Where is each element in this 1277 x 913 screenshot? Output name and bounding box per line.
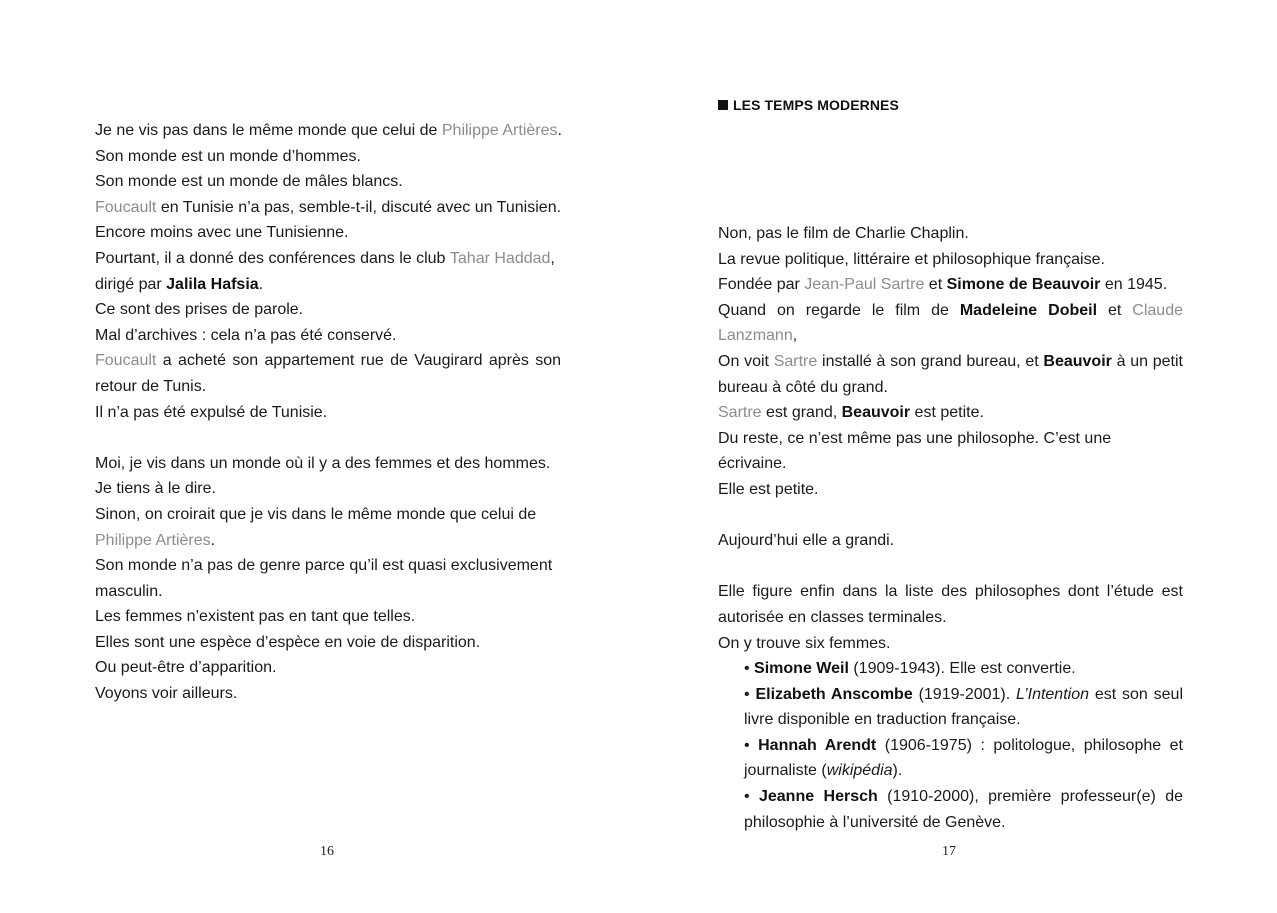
text-span: , [550,249,555,267]
page-number: 16 [320,844,334,859]
text-span: Quand on regarde le film de [718,301,960,319]
text-line: Moi, je vis dans un monde où il y a des femmes et des hommes. [95,454,551,472]
page-number: 17 [942,844,956,859]
text-line: Je tiens à le dire. [95,480,216,498]
text-line [95,348,561,399]
text-span: a acheté son appartement rue de Vaugirard après son retour de Tunis. [95,352,561,395]
text-line [95,246,561,272]
person-name: Philippe Artières [441,122,558,139]
text-line: Encore moins avec une Tunisienne. [95,224,349,242]
paragraph-gap [718,554,1183,580]
section-heading-text: LES TEMPS MODERNES [733,97,899,113]
text-span: est petite. [910,404,984,422]
text-span: Fondée par [718,276,805,294]
bullet-icon: • [744,660,755,678]
text-span: . [258,275,264,293]
right-page [638,0,1277,913]
text-span: . [210,531,216,549]
person-name: Sartre [773,352,818,370]
text-line: Son monde est un monde de mâles blancs. [95,173,403,191]
person-name: Philippe Artières [95,531,211,549]
text-line: Son monde est un monde d’hommes. [95,147,361,165]
text-line [95,195,561,221]
person-name-bold: Simone Weil [754,660,849,678]
person-name: Tahar Haddad [449,249,551,267]
text-line: Aujourd’hui elle a grandi. [718,532,895,550]
list-item [744,784,1183,835]
list-item [744,682,1183,733]
person-name-bold: Jeanne Hersch [758,788,878,806]
person-name-bold: Jalila Hafsia [166,275,259,293]
text-span: . [557,122,562,139]
text-span: , [792,327,798,345]
square-bullet-icon [718,100,728,110]
bullet-icon: • [744,736,759,754]
book-title: L’Intention [1016,685,1089,703]
source-reference: wikipédia [826,762,893,780]
text-line: Ce sont des prises de parole. [95,301,304,319]
text-line: Voyons voir ailleurs. [95,685,238,703]
person-name: Claude Lanzmann [718,301,1183,345]
person-name: Foucault [95,198,157,216]
text-line [718,298,1183,349]
text-span: en Tunisie n’a pas, semble-t-il, discuté avec un Tunisien. [156,198,562,216]
text-line [95,272,561,298]
bullet-icon: • [744,788,759,806]
text-line: Elle est petite. [718,480,819,498]
text-span: Sinon, on croirait que je vis dans le même monde que celui de [95,505,537,523]
text-line [718,272,1183,298]
text-line [718,349,1183,400]
text-span: et [1097,301,1133,319]
person-name-bold: Elizabeth Anscombe [755,685,913,703]
person-name-bold: Hannah Arendt [758,736,877,754]
paragraph-gap [718,503,1183,529]
list-item [744,656,1183,682]
text-line: Elle figure enfin dans la liste des philosophes dont l’étude est autorisée en classes terminales. [718,583,1183,626]
person-name: Foucault [95,352,157,370]
text-span: (1910-2000), première professeur(e) de philosophie à l’université de Genève. [744,788,1183,831]
person-name-bold: Beauvoir [841,404,911,422]
text-span: (1906-1975) : politologue, philosophe et journaliste ( [744,736,1183,780]
text-span: est grand, [761,404,842,422]
text-line [95,118,561,144]
person-name-bold: Madeleine Dobeil [959,301,1098,319]
section-heading [718,97,899,113]
text-line [718,400,1183,426]
text-span: en 1945. [1100,276,1168,294]
text-line: Mal d’archives : cela n’a pas été conservé. [95,326,397,344]
person-name: Sartre [718,404,762,422]
person-name: Jean-Paul Sartre [804,276,925,294]
text-line: On y trouve six femmes. [718,634,891,652]
text-span: ). [892,762,903,780]
person-name-bold: Beauvoir [1043,352,1112,370]
text-line: Elles sont une espèce d’espèce en voie de disparition. [95,633,481,651]
text-span: Je ne vis pas dans le même monde que celui de [95,122,442,139]
text-span: Pourtant, il a donné des conférences dans le club [95,249,450,267]
left-page-text [95,118,561,707]
text-line: La revue politique, littéraire et philosophique française. [718,250,1105,268]
right-page-text [718,221,1183,835]
philosopher-list [718,656,1183,835]
text-line: Son monde n’a pas de genre parce qu’il est quasi exclusivement masculin. [95,557,553,600]
text-span: installé à son grand bureau, et [817,352,1044,370]
text-line [95,502,561,553]
person-name-bold: Simone de Beauvoir [946,276,1101,294]
text-span: On voit [718,352,774,370]
text-span: (1919-2001). [912,685,1017,703]
list-item [744,733,1183,784]
text-line: Non, pas le film de Charlie Chaplin. [718,225,969,242]
text-line: Il n’a pas été expulsé de Tunisie. [95,403,328,421]
paragraph-gap [95,425,561,451]
left-page [0,0,638,913]
text-span: est son seul livre disponible en traduction française. [744,685,1184,729]
text-span: et [924,276,947,294]
text-line: Ou peut-être d’apparition. [95,659,277,677]
text-span: dirigé par [95,275,167,293]
text-span: (1909-1943). Elle est convertie. [848,660,1076,678]
text-line: Les femmes n’existent pas en tant que telles. [95,608,416,626]
bullet-icon: • [744,685,756,703]
text-line: Du reste, ce n’est même pas une philosophe. C’est une écrivaine. [718,429,1112,473]
text-span: à un petit bureau à côté du grand. [718,352,1183,396]
